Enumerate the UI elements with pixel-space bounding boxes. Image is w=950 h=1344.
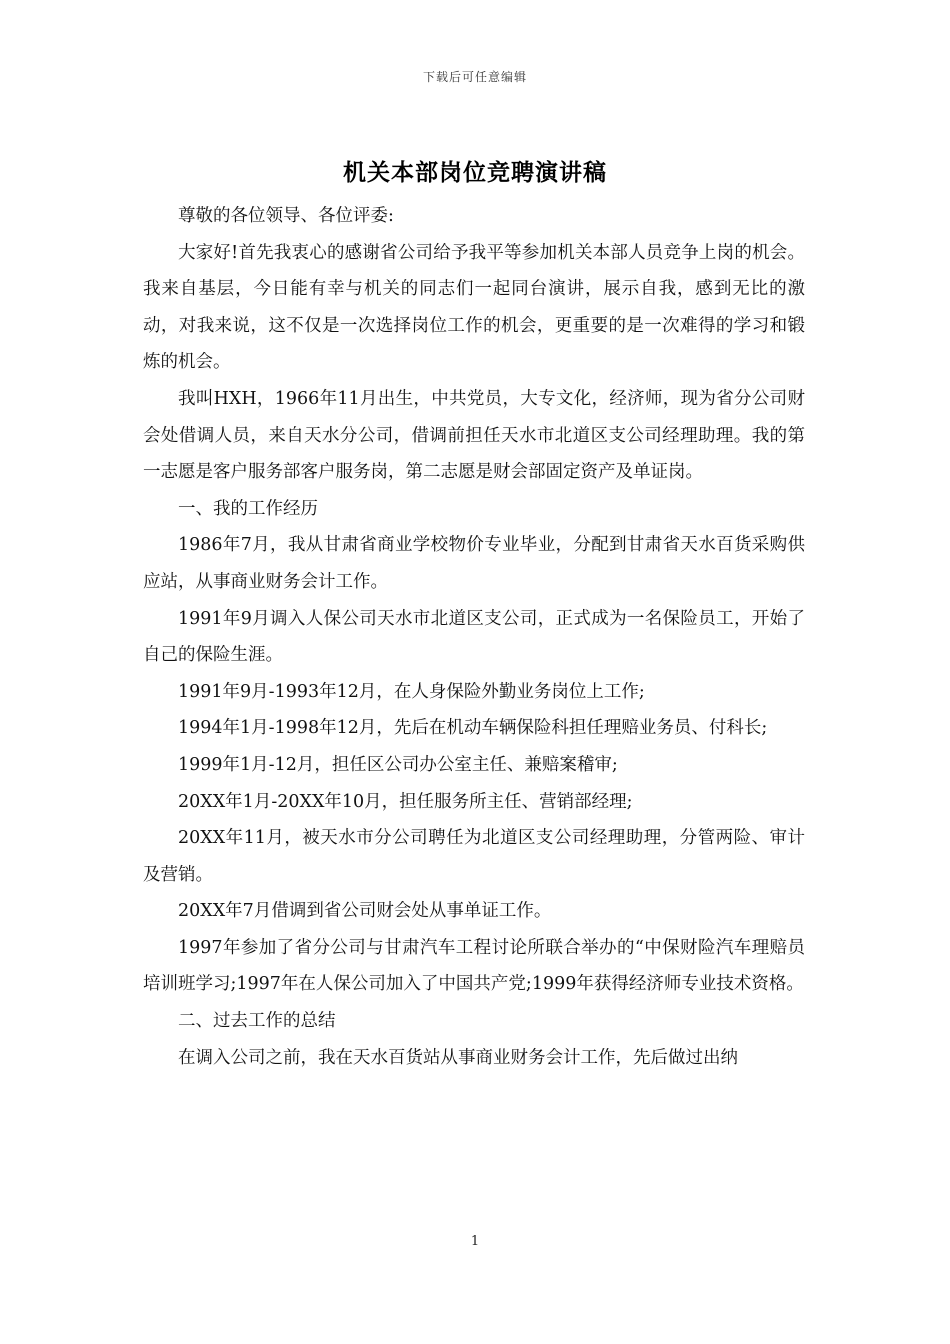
paragraph-1991-1993: 1991年9月-1993年12月，在人身保险外勤业务岗位上工作; [178,681,645,702]
section-heading-work-experience: 一、我的工作经历 [178,498,318,519]
paragraph-1999: 1999年1月-12月，担任区公司办公室主任、兼赔案稽审; [178,754,618,775]
paragraph-before-transfer: 在调入公司之前，我在天水百货站从事商业财务会计工作，先后做过出纳 [178,1047,738,1068]
section-heading-work-summary: 二、过去工作的总结 [178,1011,336,1032]
paragraph-1991-transfer: 1991年9月调入人保公司天水市北道区支公司，正式成为一名保险员工，开始了自己的保险生涯。 [143,608,805,666]
salutation: 尊敬的各位领导、各位评委: [178,206,394,226]
page-number: 1 [470,1234,480,1249]
paragraph-20xx-nov: 20XX年11月，被天水市分公司聘任为北道区支公司经理助理，分管两险、审计及营销。 [143,828,805,885]
header-note: 下载后可任意编辑 [422,70,527,84]
paragraph-intro: 大家好!首先我衷心的感谢省公司给予我平等参加机关本部人员竞争上岗的机会。我来自基层，今日能有幸与机关的同志们一起同台演讲，展示自我，感到无比的激动，对我来说，这不仅是一次选择岗位工作的机会，更重要的是一次难得的学习和锻炼的机会。 [143,242,805,373]
paragraph-20xx-jan-oct: 20XX年1月-20XX年10月，担任服务所主任、营销部经理; [178,791,633,812]
paragraph-20xx-jul: 20XX年7月借调到省公司财会处从事单证工作。 [178,901,552,922]
document-title: 机关本部岗位竞聘演讲稿 [343,159,607,186]
paragraph-1986: 1986年7月，我从甘肃省商业学校物价专业毕业，分配到甘肃省天水百货采购供应站，从事商业财务会计工作。 [143,535,805,592]
document-body [143,198,805,1076]
paragraph-self-intro: 我叫HXH，1966年11月出生，中共党员，大专文化，经济师，现为省分公司财会处借调人员，来自天水分公司，借调前担任天水市北道区支公司经理助理。我的第一志愿是客户服务部客户服务岗，第二志愿是财会部固定资产及单证岗。 [143,388,805,483]
paragraph-1994-1998: 1994年1月-1998年12月，先后在机动车辆保险科担任理赔业务员、付科长; [178,718,768,739]
paragraph-1997-training: 1997年参加了省分公司与甘肃汽车工程讨论所联合举办的“中保财险汽车理赔员培训班学习;1997年在人保公司加入了中国共产党;1999年获得经济师专业技术资格。 [143,937,805,995]
